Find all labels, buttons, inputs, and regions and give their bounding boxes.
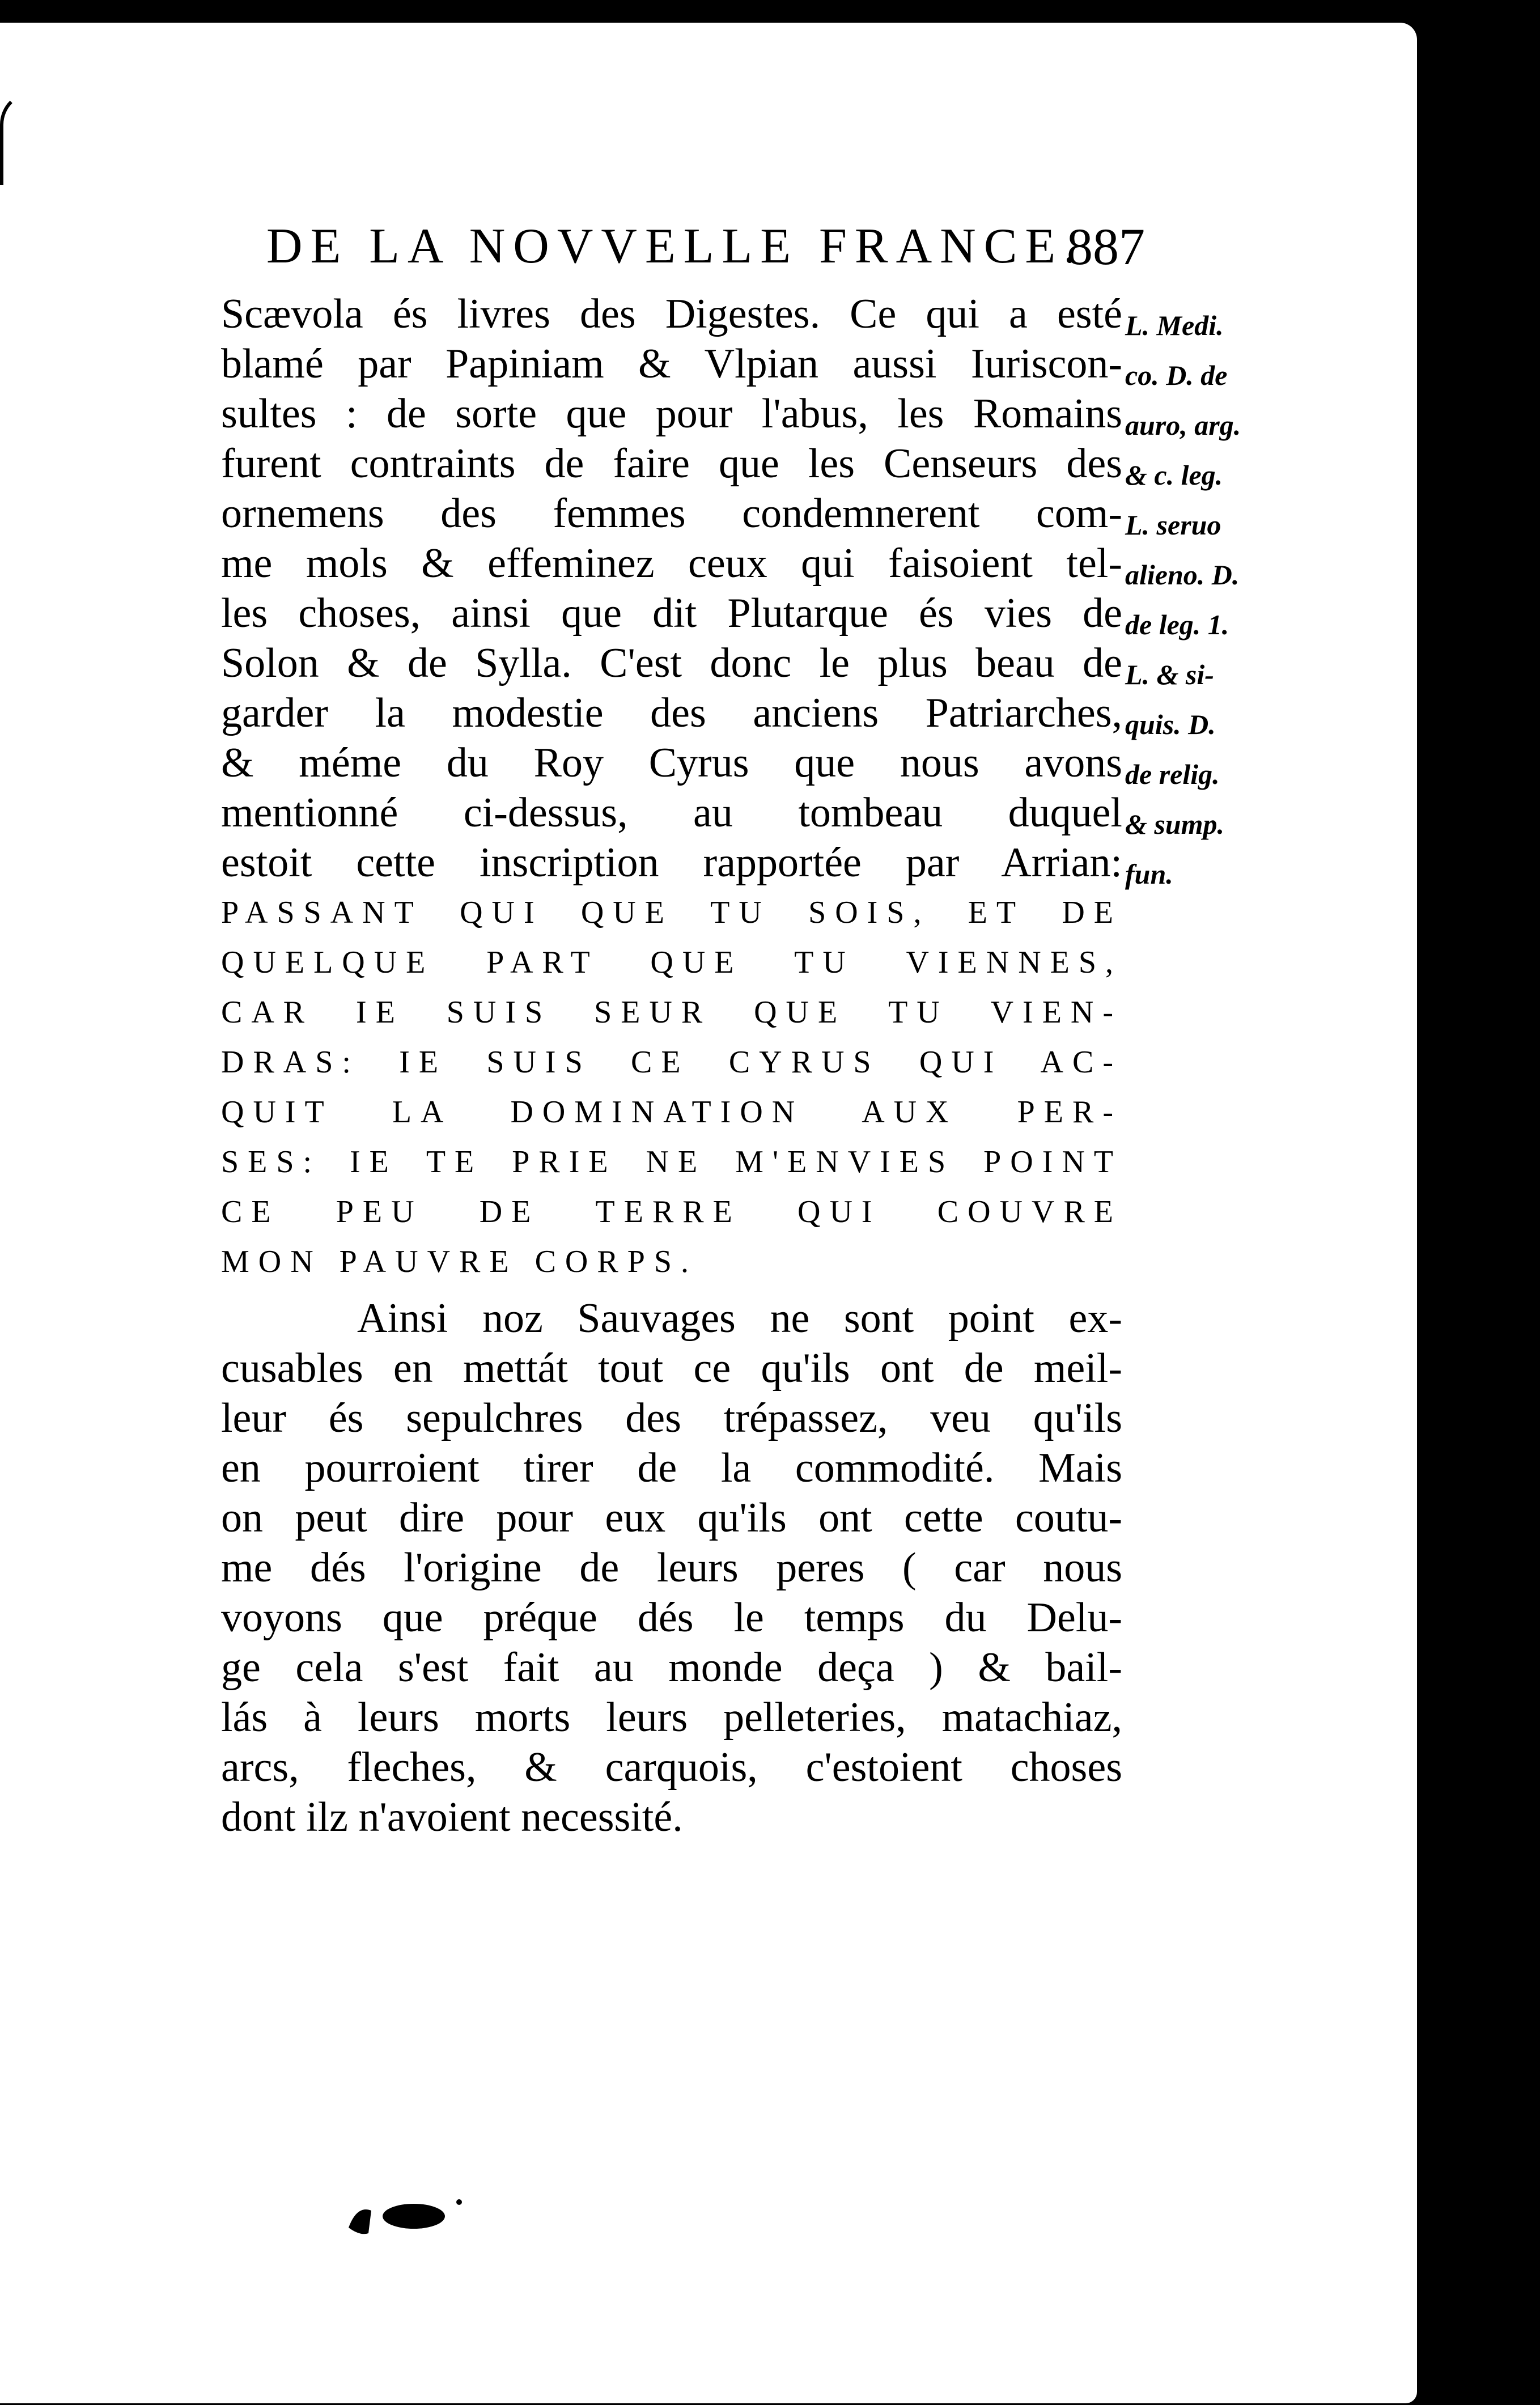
text-line: blamé par Papiniam & Vlpian aussi Iuriscon- (221, 341, 1122, 387)
text-line: PASSANT QUI QUE TU SOIS, ET DE (221, 895, 1122, 930)
text-line: mentionné ci-dessus, au tombeau duquel (221, 790, 1122, 836)
text-line: me dés l'origine de leurs peres ( car nous (221, 1545, 1122, 1591)
text-line: sultes : de sorte que pour l'abus, les Romains (221, 391, 1122, 437)
text-line: me mols & effeminez ceux qui faisoient tel- (221, 540, 1122, 587)
margin-citations (1125, 300, 1272, 899)
text-line: on peut dire pour eux qu'ils ont cette coutu- (221, 1495, 1122, 1541)
ink-blot-mark (346, 2194, 470, 2239)
text-line: lás à leurs morts leurs pelleteries, matachiaz, (221, 1694, 1122, 1741)
page-curl-mark (0, 91, 37, 185)
margin-note-line: de relig. (1125, 758, 1220, 790)
text-line: en pourroient tirer de la commodité. Mais (221, 1445, 1122, 1491)
page-edge-shadow (1406, 0, 1540, 2405)
text-line: dont ilz n'avoient necessité. (221, 1794, 683, 1840)
text-line: ornemens des femmes condemnerent com- (221, 490, 1122, 537)
margin-note-line: de leg. 1. (1125, 609, 1229, 641)
text-line: furent contraints de faire que les Censeurs des (221, 440, 1122, 487)
margin-note-line: co. D. de (1125, 359, 1228, 391)
text-line: cusables en mettát tout ce qu'ils ont de meil- (221, 1345, 1122, 1392)
text-line: & méme du Roy Cyrus que nous avons (221, 740, 1122, 786)
running-title: DE LA NOVVELLE FRANCE. (266, 219, 1084, 274)
margin-note-line: & c. leg. (1125, 459, 1223, 491)
text-line: CE PEU DE TERRE QUI COUVRE (221, 1194, 1122, 1229)
text-line: Ainsi noz Sauvages ne sont point ex- (357, 1295, 1122, 1342)
margin-note-line: auro, arg. (1125, 409, 1241, 441)
margin-note-line: quis. D. (1125, 709, 1216, 740)
text-line: leur és sepulchres des trépassez, veu qu'ils (221, 1395, 1122, 1441)
text-line: arcs, fleches, & carquois, c'estoient choses (221, 1744, 1122, 1791)
text-line: MON PAUVRE CORPS. (221, 1244, 698, 1279)
margin-note-line: fun. (1125, 858, 1173, 890)
text-line: les choses, ainsi que dit Plutarque és vies de (221, 590, 1122, 637)
page-number: 887 (1067, 218, 1145, 275)
margin-note-line: L. & si- (1125, 659, 1214, 690)
page-header (266, 204, 1145, 289)
book-page (0, 23, 1417, 2403)
text-line: CAR IE SUIS SEUR QUE TU VIEN- (221, 995, 1122, 1030)
text-line: QUELQUE PART QUE TU VIENNES, (221, 945, 1122, 980)
text-line: Scævola és livres des Digestes. Ce qui a esté (221, 291, 1122, 337)
text-line: QUIT LA DOMINATION AUX PER- (221, 1095, 1122, 1130)
margin-note-line: & sump. (1125, 808, 1225, 840)
margin-note-line: alieno. D. (1125, 559, 1240, 591)
text-line: garder la modestie des anciens Patriarches, (221, 690, 1122, 736)
text-line: estoit cette inscription rapportée par Arrian: (221, 839, 1122, 886)
text-line: voyons que préque dés le temps du Delu- (221, 1594, 1122, 1641)
margin-note-line: L. seruo (1125, 509, 1221, 541)
text-line: ge cela s'est fait au monde deça ) & bail- (221, 1644, 1122, 1691)
text-line: Solon & de Sylla. C'est donc le plus beau de (221, 640, 1122, 686)
text-line: DRAS: IE SUIS CE CYRUS QUI AC- (221, 1045, 1122, 1080)
main-text-block (221, 289, 1122, 1842)
margin-note-line: L. Medi. (1125, 309, 1224, 341)
text-line: SES: IE TE PRIE NE M'ENVIES POINT (221, 1144, 1122, 1180)
